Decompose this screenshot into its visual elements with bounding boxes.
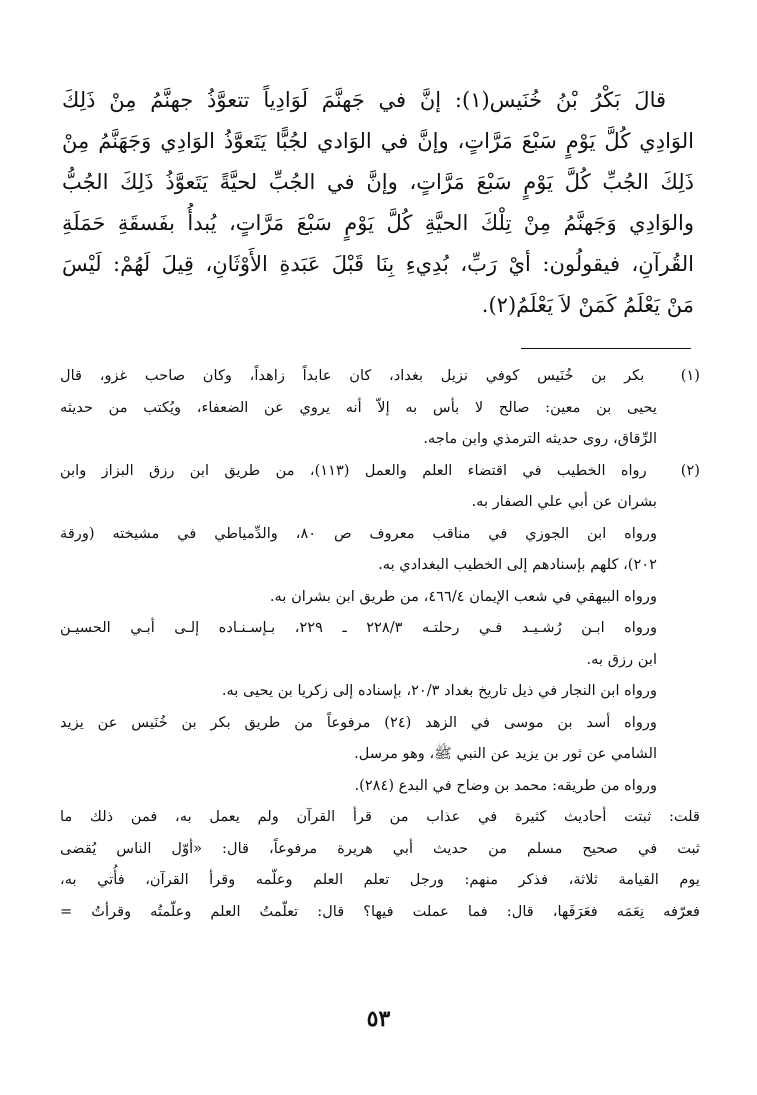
main-text-block bbox=[62, 80, 694, 326]
footnote-line: ورواه أسد بن موسى في الزهد (٢٤) مرفوعاً من طريق بكر بن خُنَيس عن يزيد bbox=[60, 713, 657, 731]
footnote-text: بكر بن خُنَيس كوفي نزيل بغداد، كان عابداً زاهداً، وكان صاحب غزو، قال bbox=[60, 367, 645, 384]
footnote-number: (٢) bbox=[680, 461, 700, 479]
footnote-line bbox=[60, 360, 700, 392]
footnote-line: قلت: ثبتت أحاديث كثيرة في عذاب من قرأ القرآن ولم يعمل به، فمن ذلك ما bbox=[60, 808, 700, 825]
footnote-line: ابن رزق به. bbox=[586, 650, 657, 668]
footnote-line: بشران عن أبي علي الصفار به. bbox=[471, 493, 657, 510]
main-text-line: ذَلِكَ الجُبِّ كُلَّ يَوْمٍ سَبْعَ مَرَّاتٍ، وإنَّ في الجُبِّ لحيَّةً يَتَعوَّذُ ذَلِكَ الجُبُّ bbox=[62, 170, 694, 194]
footnote-text: رواه الخطيب في اقتضاء العلم والعمل (١١٣)، من طريق ابن رزق البزاز وابن bbox=[60, 461, 647, 479]
footnote-line: ورواه ابن النجار في ذيل تاريخ بغداد ٢٠/٣، بإسناده إلى زكريا بن يحيى به. bbox=[221, 682, 657, 699]
main-text-line: القُرآنِ، فيقولُون: أيْ رَبِّ، بُدِيءِ بِنَا قَبْلَ عَبَدةِ الأَوْثَانِ، قِيلَ لَهُمْ: لَيْسَ bbox=[62, 252, 694, 276]
footnote-line: الرِّقاق، روى حديثه الترمذي وابن ماجه. bbox=[423, 430, 657, 447]
footnote-line: الشامي عن ثور بن يزيد عن النبي ﷺ، وهو مرسل. bbox=[354, 745, 657, 762]
footnote-line: ورواه ابـن رُشـيـد فـي رحلتـه ٢٢٨/٣ ـ ٢٢٩، بـإسـنـاده إلـى أبـي الحسيـن bbox=[60, 619, 657, 636]
footnote-line: يحيى بن معين: صالح لا بأس به إلاّ أنه يروي عن الضعفاء، ويُكتب من حديثه bbox=[60, 398, 657, 416]
main-text-line: والوَادِي وَجَهنَّمُ مِنْ تِلْكَ الحيَّةِ كُلَّ يَوْمٍ سَبْعَ مَرَّاتٍ، يُبدأُ بفَسقَةِ حَمَلَةِ bbox=[62, 211, 694, 235]
footnote-line: ثبت في صحيح مسلم من حديث أبي هريرة مرفوعاً، قال: «أوّل الناس يُقضى bbox=[60, 839, 700, 857]
footnote-line: ورواه البيهقي في شعب الإيمان ٤٦٦/٤، من طريق ابن بشران به. bbox=[269, 587, 657, 605]
main-text-line: قالَ بَكْرُ بْنُ خُنَيس(١): إنَّ في جَهنَّمَ لَوَادِياً تتعوَّذُ جهنَّمُ مِنْ ذَلِكَ bbox=[62, 88, 667, 112]
footnote-line: ٢٠٢)، كلهم بإسنادهم إلى الخطيب البغدادي به. bbox=[378, 556, 657, 573]
footnote-line: ورواه من طريقه: محمد بن وضاح في البدع (٢٨٤). bbox=[354, 776, 657, 794]
main-text-line: مَنْ يَعْلَمُ كَمَنْ لاَ يَعْلَمُ(٢). bbox=[481, 293, 694, 317]
footnote-line bbox=[60, 455, 700, 487]
footnote-separator bbox=[521, 348, 691, 349]
page-number: ٥٣ bbox=[366, 1006, 391, 1032]
main-text-line: الوَادِي كُلَّ يَوْمٍ سَبْعَ مَرَّاتٍ، وإنَّ في الوَادي لجُبًّا يَتَعوَّذُ الوَادِي وَجَهَنَّمُ مِنْ bbox=[62, 129, 694, 153]
footnote-number: (١) bbox=[680, 367, 700, 384]
footnote-line: ورواه ابن الجوزي في مناقب معروف ص ٨٠، والدِّمياطي في مشيخته (ورقة bbox=[60, 524, 657, 542]
footnote-line: فعرّفه نِعَمَه فعَرَفَها، قال: فما عملت فيها؟ قال: تعلّمتُ العلم وعلّمتُه وقرأتُ = bbox=[60, 902, 700, 920]
footnotes-block bbox=[60, 360, 700, 927]
footnote-line: يوم القيامة ثلاثة، فذكر منهم: ورجل تعلم العلم وعلّمه وقرأ القرآن، فأُتي به، bbox=[60, 871, 700, 888]
